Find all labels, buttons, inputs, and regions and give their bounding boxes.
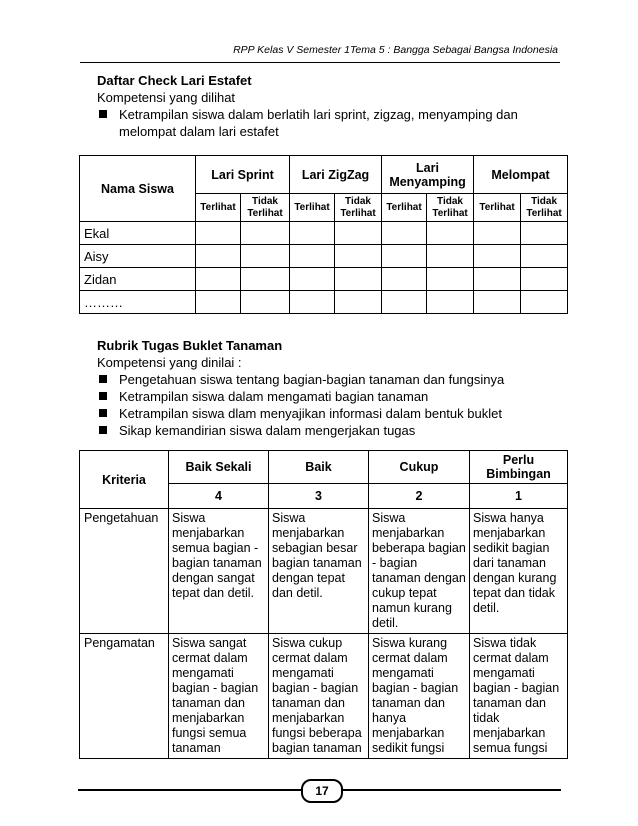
student-name: Ekal <box>80 222 196 245</box>
check-cell <box>335 291 382 314</box>
bullet-text: Ketrampilan siswa dalam berlatih lari sprint, zigzag, menyamping dan melompat dalam lari estafet <box>119 107 518 139</box>
check-cell <box>474 222 521 245</box>
rubric-table <box>79 450 568 759</box>
rubric-cell: Siswa menjabarkan semua bagian - bagian tanaman dengan sangat tepat dan detil. <box>169 509 269 634</box>
check-cell <box>521 268 568 291</box>
score-header: 4 <box>169 484 269 509</box>
group-header: Lari ZigZag <box>290 156 382 194</box>
check-cell <box>241 222 290 245</box>
score-header: 2 <box>369 484 470 509</box>
criterion-name: Pengamatan <box>80 634 169 759</box>
competency-label: Kompetensi yang dilihat <box>97 90 236 105</box>
rubric-cell: Siswa sangat cermat dalam mengamati bagian - bagian tanaman dan menjabarkan fungsi semua tanaman <box>169 634 269 759</box>
subheader-seen: Terlihat <box>382 194 427 222</box>
bullet-item <box>97 371 567 388</box>
check-cell <box>335 222 382 245</box>
check-cell <box>290 268 335 291</box>
table-row <box>80 268 568 291</box>
section-rubric-intro <box>97 337 567 439</box>
table-row <box>80 509 568 634</box>
competency-label: Kompetensi yang dinilai : <box>97 355 242 370</box>
score-header: 1 <box>470 484 568 509</box>
square-bullet-icon <box>99 426 107 434</box>
check-cell <box>521 291 568 314</box>
section-checklist-intro <box>97 72 567 140</box>
check-cell <box>335 245 382 268</box>
bullet-item <box>97 422 567 439</box>
bullet-text: Ketrampilan siswa dalam mengamati bagian tanaman <box>119 389 429 404</box>
page-number: 17 <box>301 779 343 803</box>
bullet-item <box>97 405 567 422</box>
check-cell <box>335 268 382 291</box>
student-name: Aisy <box>80 245 196 268</box>
subheader-not-seen: Tidak Terlihat <box>335 194 382 222</box>
level-header: Perlu Bimbingan <box>470 451 568 484</box>
level-header: Baik Sekali <box>169 451 269 484</box>
rubric-cell: Siswa tidak cermat dalam mengamati bagian - bagian tanaman dan tidak menjabarkan semua fungsi <box>470 634 568 759</box>
checklist-table <box>79 155 568 314</box>
footer-divider-left <box>78 789 304 791</box>
group-header: Melompat <box>474 156 568 194</box>
subheader-seen: Terlihat <box>196 194 241 222</box>
section-title: Daftar Check Lari Estafet <box>97 73 252 88</box>
square-bullet-icon <box>99 409 107 417</box>
subheader-not-seen: Tidak Terlihat <box>521 194 568 222</box>
score-header: 3 <box>269 484 369 509</box>
check-cell <box>382 245 427 268</box>
check-cell <box>382 268 427 291</box>
bullet-item <box>97 388 567 405</box>
check-cell <box>290 291 335 314</box>
check-cell <box>196 222 241 245</box>
check-cell <box>474 268 521 291</box>
level-header: Baik <box>269 451 369 484</box>
check-cell <box>196 291 241 314</box>
running-header: RPP Kelas V Semester 1Tema 5 : Bangga Sebagai Bangsa Indonesia <box>233 44 558 56</box>
header-divider <box>80 62 560 63</box>
square-bullet-icon <box>99 392 107 400</box>
check-cell <box>427 291 474 314</box>
square-bullet-icon <box>99 375 107 383</box>
check-cell <box>382 291 427 314</box>
name-header: Nama Siswa <box>80 156 196 222</box>
rubric-cell: Siswa menjabarkan sebagian besar bagian tanaman dengan tepat dan detil. <box>269 509 369 634</box>
check-cell <box>427 245 474 268</box>
table-row <box>80 222 568 245</box>
section-title: Rubrik Tugas Buklet Tanaman <box>97 338 283 353</box>
check-cell <box>382 222 427 245</box>
check-cell <box>427 268 474 291</box>
student-name: ……… <box>80 291 196 314</box>
bullet-text: Pengetahuan siswa tentang bagian-bagian tanaman dan fungsinya <box>119 372 505 387</box>
rubric-cell: Siswa cukup cermat dalam mengamati bagian - bagian tanaman dan menjabarkan fungsi beberapa bagian tanaman <box>269 634 369 759</box>
subheader-not-seen: Tidak Terlihat <box>241 194 290 222</box>
footer-divider-right <box>337 789 561 791</box>
check-cell <box>196 245 241 268</box>
table-row <box>80 291 568 314</box>
rubric-cell: Siswa hanya menjabarkan sedikit bagian dari tanaman dengan kurang tepat dan tidak detil. <box>470 509 568 634</box>
bullet-item <box>97 106 567 140</box>
criteria-header: Kriteria <box>80 451 169 509</box>
check-cell <box>521 245 568 268</box>
check-cell <box>290 222 335 245</box>
check-cell <box>196 268 241 291</box>
rubric-cell: Siswa menjabarkan beberapa bagian - bagian tanaman dengan cukup tepat namun kurang detil. <box>369 509 470 634</box>
check-cell <box>427 222 474 245</box>
check-cell <box>290 245 335 268</box>
subheader-seen: Terlihat <box>290 194 335 222</box>
check-cell <box>241 291 290 314</box>
bullet-text: Sikap kemandirian siswa dalam mengerjakan tugas <box>119 423 416 438</box>
level-header: Cukup <box>369 451 470 484</box>
table-row <box>80 245 568 268</box>
table-row <box>80 634 568 759</box>
check-cell <box>241 245 290 268</box>
check-cell <box>474 245 521 268</box>
check-cell <box>474 291 521 314</box>
group-header: Lari Sprint <box>196 156 290 194</box>
subheader-seen: Terlihat <box>474 194 521 222</box>
rubric-cell: Siswa kurang cermat dalam mengamati bagian - bagian tanaman dan hanya menjabarkan sedikit fungsi <box>369 634 470 759</box>
group-header: Lari Menyamping <box>382 156 474 194</box>
check-cell <box>521 222 568 245</box>
square-bullet-icon <box>99 110 107 118</box>
check-cell <box>241 268 290 291</box>
criterion-name: Pengetahuan <box>80 509 169 634</box>
bullet-text: Ketrampilan siswa dlam menyajikan informasi dalam bentuk buklet <box>119 406 502 421</box>
subheader-not-seen: Tidak Terlihat <box>427 194 474 222</box>
student-name: Zidan <box>80 268 196 291</box>
